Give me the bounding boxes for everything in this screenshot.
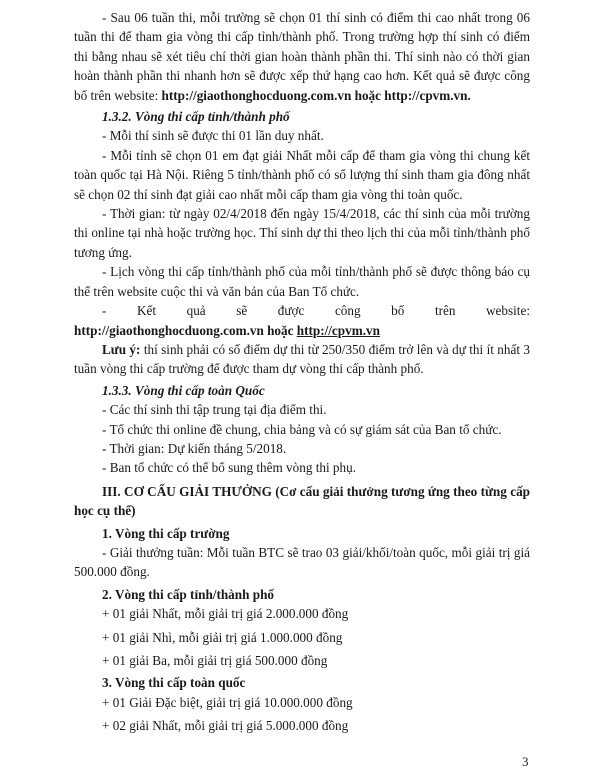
province-prize-third: + 01 giải Ba, mỗi giải trị giá 500.000 đồng (102, 653, 328, 668)
province-prize-second: + 01 giải Nhì, mỗi giải trị giá 1.000.000 đồng (102, 629, 343, 645)
bullet-province-results: - Kết quả sẽ được công bố trên website: (102, 303, 530, 319)
paragraph-selection-rule: - Sau 06 tuần thi, mỗi trường sẽ chọn 01 thí sinh có điểm thi cao nhất trong 06 tuần thi để tham gia vòng thi cấp tỉnh/thành phố. Trong trường hợp thí sinh có điểm thi bằng nhau sẽ xét tiêu chí thời gian hoàn thành phần thi. Thí sinh nào có thời gian hoàn thành phần thi nhanh hơn sẽ được xếp thứ hạng cao hơn. Kết quả sẽ được công bố trên website: http://giaothonghocduong.com.vn hoặc http://cpvm.vn. (74, 10, 530, 103)
heading-1-3-3: 1.3.3. Vòng thi cấp toàn Quốc (102, 382, 265, 398)
heading-school-round: 1. Vòng thi cấp trường (102, 525, 230, 541)
heading-1-3-2: 1.3.2. Vòng thi cấp tỉnh/thành phố (102, 109, 290, 125)
heading-national-round: 3. Vòng thi cấp toàn quốc (102, 675, 246, 691)
link-cpvm-2[interactable]: http://cpvm.vn (296, 322, 380, 338)
bullet-national-online: - Tổ chức thi online đề chung, chia bảng và có sự giám sát của Ban tổ chức. (102, 421, 502, 437)
link-giaothonghocduong-2[interactable]: http://giaothonghocduong.com.vn (74, 322, 264, 338)
page-content (74, 8, 530, 736)
page-number: 3 (522, 754, 529, 769)
bullet-province-schedule: - Lịch vòng thi cấp tỉnh/thành phố của mỗi tỉnh/thành phố sẽ được thông báo cụ thể trên website cuộc thi và văn bản của Ban Tổ chức. (74, 264, 530, 299)
bullet-national-venue: - Các thí sinh thi tập trung tại địa điểm thi. (102, 402, 327, 418)
bullet-province-selection: - Mỗi tỉnh sẽ chọn 01 em đạt giải Nhất mỗi cấp để tham gia vòng thi chung kết toàn quốc tại Hà Nội. Riêng 5 tỉnh/thành phố có số lượng thí sinh tham gia đông nhất sẽ chọn 02 thí sinh đạt giải cao nhất mỗi cấp tham gia vòng thi toàn quốc. (74, 147, 530, 202)
bullet-national-time: - Thời gian: Dự kiến tháng 5/2018. (102, 440, 287, 456)
province-results-links: http://giaothonghocduong.com.vn hoặc http://cpvm.vn (74, 322, 380, 338)
heading-section-iii: III. CƠ CẤU GIẢI THƯỞNG (Cơ cấu giải thưởng tương ứng theo từng cấp học cụ thể) (74, 483, 530, 519)
province-prize-first: + 01 giải Nhất, mỗi giải trị giá 2.000.000 đồng (102, 606, 349, 622)
national-prize-special: + 01 Giải Đặc biệt, giải trị giá 10.000.000 đồng (102, 694, 353, 710)
bullet-national-extra: - Ban tổ chức có thể bổ sung thêm vòng thi phụ. (102, 460, 357, 476)
bullet-province-time: - Thời gian: từ ngày 02/4/2018 đến ngày 15/4/2018, các thí sinh của mỗi trường thi online tại nhà hoặc trường học. Thí sinh dự thi theo lịch thi của mỗi tỉnh/thành phố tương ứng. (74, 206, 530, 260)
link-cpvm[interactable]: http://cpvm.vn. (384, 87, 471, 103)
note-paragraph: Lưu ý: thí sinh phải có số điểm dự thi từ 250/350 điểm trở lên và dự thi ít nhất 3 tuần vòng thi cấp trường để được tham dự vòng thi cấp thành phố. (74, 341, 531, 377)
link-giaothonghocduong[interactable]: http://giaothonghocduong.com.vn (161, 87, 352, 103)
bullet-once-only: - Mỗi thí sinh sẽ được thi 01 lần duy nhất. (102, 128, 324, 144)
national-prize-first: + 02 giải Nhất, mỗi giải trị giá 5.000.000 đồng (102, 718, 349, 734)
note-label: Lưu ý: (102, 341, 141, 357)
school-round-weekly-prize: - Giải thưởng tuần: Mỗi tuần BTC sẽ trao 03 giải/khối/toàn quốc, mỗi giải trị giá 500.000 đồng. (74, 544, 530, 580)
heading-province-round: 2. Vòng thi cấp tỉnh/thành phố (102, 586, 274, 602)
